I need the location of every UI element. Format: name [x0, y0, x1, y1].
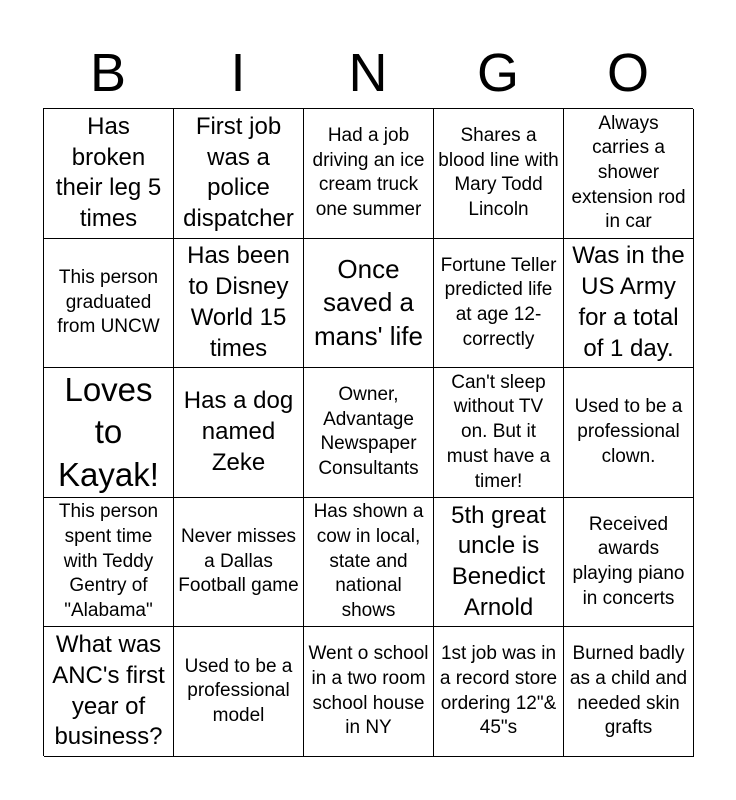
- bingo-cell-r1-c1[interactable]: [44, 109, 174, 239]
- cell-text: Owner, Advantage Newspaper Consultants: [318, 384, 419, 480]
- cell-text: 1st job was in a record store ordering 12"& 45"s: [439, 643, 558, 739]
- bingo-cell-r2-c2[interactable]: [174, 239, 304, 369]
- cell-text: Received awards playing piano in concerts: [572, 513, 685, 609]
- cell-text: Used to be a professional clown.: [574, 396, 683, 467]
- bingo-cell-r1-c5[interactable]: [564, 109, 694, 239]
- bingo-cell-r3-c5[interactable]: [564, 368, 694, 498]
- header-letter-g: G: [476, 43, 519, 103]
- bingo-cell-r3-c4[interactable]: [434, 368, 564, 498]
- cell-text: Has a dog named Zeke: [183, 387, 294, 476]
- bingo-cell-r1-c3[interactable]: [304, 109, 434, 239]
- bingo-cell-r4-c5[interactable]: [564, 498, 694, 628]
- cell-text: Burned badly as a child and needed skin grafts: [569, 643, 688, 739]
- bingo-cell-r5-c1[interactable]: [44, 627, 174, 757]
- cell-text: What was ANC's first year of business?: [52, 631, 165, 751]
- header-letter-n: N: [348, 43, 388, 103]
- bingo-cell-r4-c3[interactable]: [304, 498, 434, 628]
- bingo-cell-r5-c4[interactable]: [434, 627, 564, 757]
- bingo-cell-r2-c4[interactable]: [434, 239, 564, 369]
- bingo-cell-r5-c5[interactable]: [564, 627, 694, 757]
- cell-text: Has broken their leg 5 times: [55, 112, 162, 233]
- cell-text: Shares a blood line with Mary Todd Lincoln: [438, 124, 559, 220]
- cell-text: Never misses a Dallas Football game: [178, 526, 299, 597]
- cell-text: Loves to Kayak!: [58, 371, 159, 493]
- bingo-grid: [43, 108, 693, 756]
- bingo-cell-r5-c2[interactable]: [174, 627, 304, 757]
- cell-text: Had a job driving an ice cream truck one summer: [312, 124, 425, 220]
- bingo-header: [43, 40, 693, 106]
- header-letter-b: B: [89, 43, 127, 103]
- cell-text: Can't sleep without TV on. But it must have a timer!: [446, 371, 551, 492]
- cell-text: Used to be a professional model: [184, 655, 293, 727]
- bingo-cell-r1-c2[interactable]: [174, 109, 304, 239]
- cell-text: This person graduated from UNCW: [57, 266, 160, 338]
- cell-text: Has been to Disney World 15 times: [187, 242, 290, 362]
- bingo-cell-r3-c1[interactable]: [44, 368, 174, 498]
- header-letter-o: O: [606, 43, 649, 103]
- bingo-cell-r4-c1[interactable]: [44, 498, 174, 628]
- bingo-cell-r4-c2[interactable]: [174, 498, 304, 628]
- bingo-cell-r2-c5[interactable]: [564, 239, 694, 369]
- cell-text: Was in the US Army for a total of 1 day.: [572, 242, 685, 362]
- bingo-cell-r3-c3[interactable]: [304, 368, 434, 498]
- bingo-cell-r1-c4[interactable]: [434, 109, 564, 239]
- cell-text: This person spent time with Teddy Gentry of "Alabama": [58, 501, 159, 622]
- cell-text: Has shown a cow in local, state and national shows: [313, 501, 424, 622]
- cell-text: Fortune Teller predicted life at age 12- correctly: [440, 254, 557, 350]
- cell-text: 5th great uncle is Benedict Arnold: [451, 501, 546, 621]
- bingo-cell-r2-c3[interactable]: [304, 239, 434, 369]
- cell-text: First job was a police dispatcher: [183, 112, 294, 233]
- bingo-cell-r4-c4[interactable]: [434, 498, 564, 628]
- header-letter-i: I: [230, 43, 246, 103]
- cell-text: Always carries a shower extension rod in car: [571, 112, 686, 233]
- cell-text: Once saved a mans' life: [313, 253, 423, 351]
- cell-text: Went o school in a two room school house in NY: [308, 643, 429, 739]
- bingo-cell-r5-c3[interactable]: [304, 627, 434, 757]
- bingo-cell-r2-c1[interactable]: [44, 239, 174, 369]
- bingo-cell-r3-c2[interactable]: [174, 368, 304, 498]
